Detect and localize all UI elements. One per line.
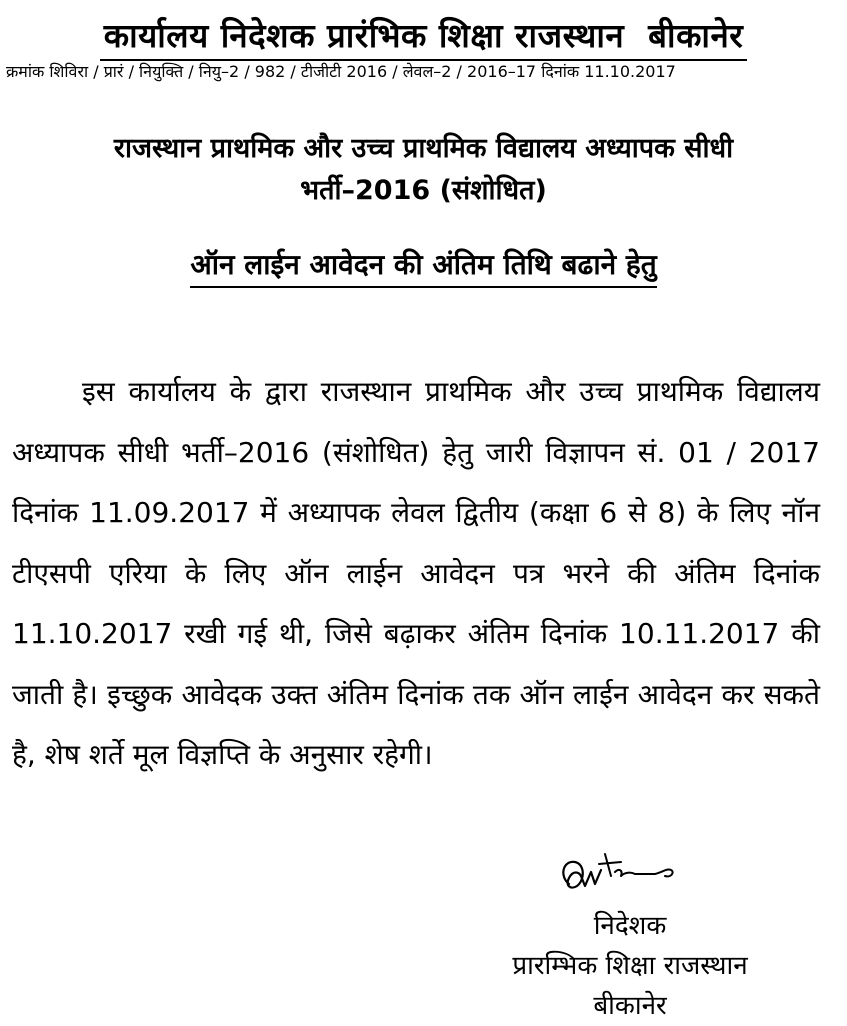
recruitment-title-line2: भर्ती–2016 (संशोधित): [300, 175, 547, 206]
signatory-department: प्रारम्भिक शिक्षा राजस्थान: [512, 951, 748, 981]
office-title-text: कार्यालय निदेशक प्रारंभिक शिक्षा राजस्थान बीकानेर: [100, 12, 748, 61]
recruitment-title-line1: राजस्थान प्राथमिक और उच्च प्राथमिक विद्यालय अध्यापक सीधी: [113, 133, 734, 164]
subject-heading: [0, 245, 847, 288]
signature-image: [555, 846, 695, 906]
signatory-block: [460, 906, 800, 1026]
recruitment-title: [20, 128, 827, 212]
reference-number: क्रमांक शिविरा / प्रारं / नियुक्ति / नियु–2 / 982 / टीजीटी 2016 / लेवल–2 / 2016–17 दिनांक 11.10.2017: [6, 62, 676, 81]
subject-text: ऑन लाईन आवेदन की अंतिम तिथि बढाने हेतु: [190, 245, 656, 288]
signatory-designation: निदेशक: [593, 911, 667, 941]
notice-body: इस कार्यालय के द्वारा राजस्थान प्राथमिक और उच्च प्राथमिक विद्यालय अध्यापक सीधी भर्ती–2016 (संशोधित) हेतु जारी विज्ञापन सं. 01 / 2017 दिनांक 11.09.2017 में अध्यापक लेवल द्वितीय (कक्षा 6 से 8) के लिए नॉन टीएसपी एरिया के लिए ऑन लाईन आवेदन पत्र भरने की अंतिम दिनांक 11.10.2017 रखी गई थी, जिसे बढ़ाकर अंतिम दिनांक 10.11.2017 की जाती है। इच्छुक आवेदक उक्त अंतिम दिनांक तक ऑन लाईन आवेदन कर सकते है, शेष शर्ते मूल विज्ञप्ति के अनुसार रहेगी।: [12, 375, 820, 771]
signatory-city: बीकानेर: [593, 991, 667, 1021]
office-title: [0, 12, 847, 61]
